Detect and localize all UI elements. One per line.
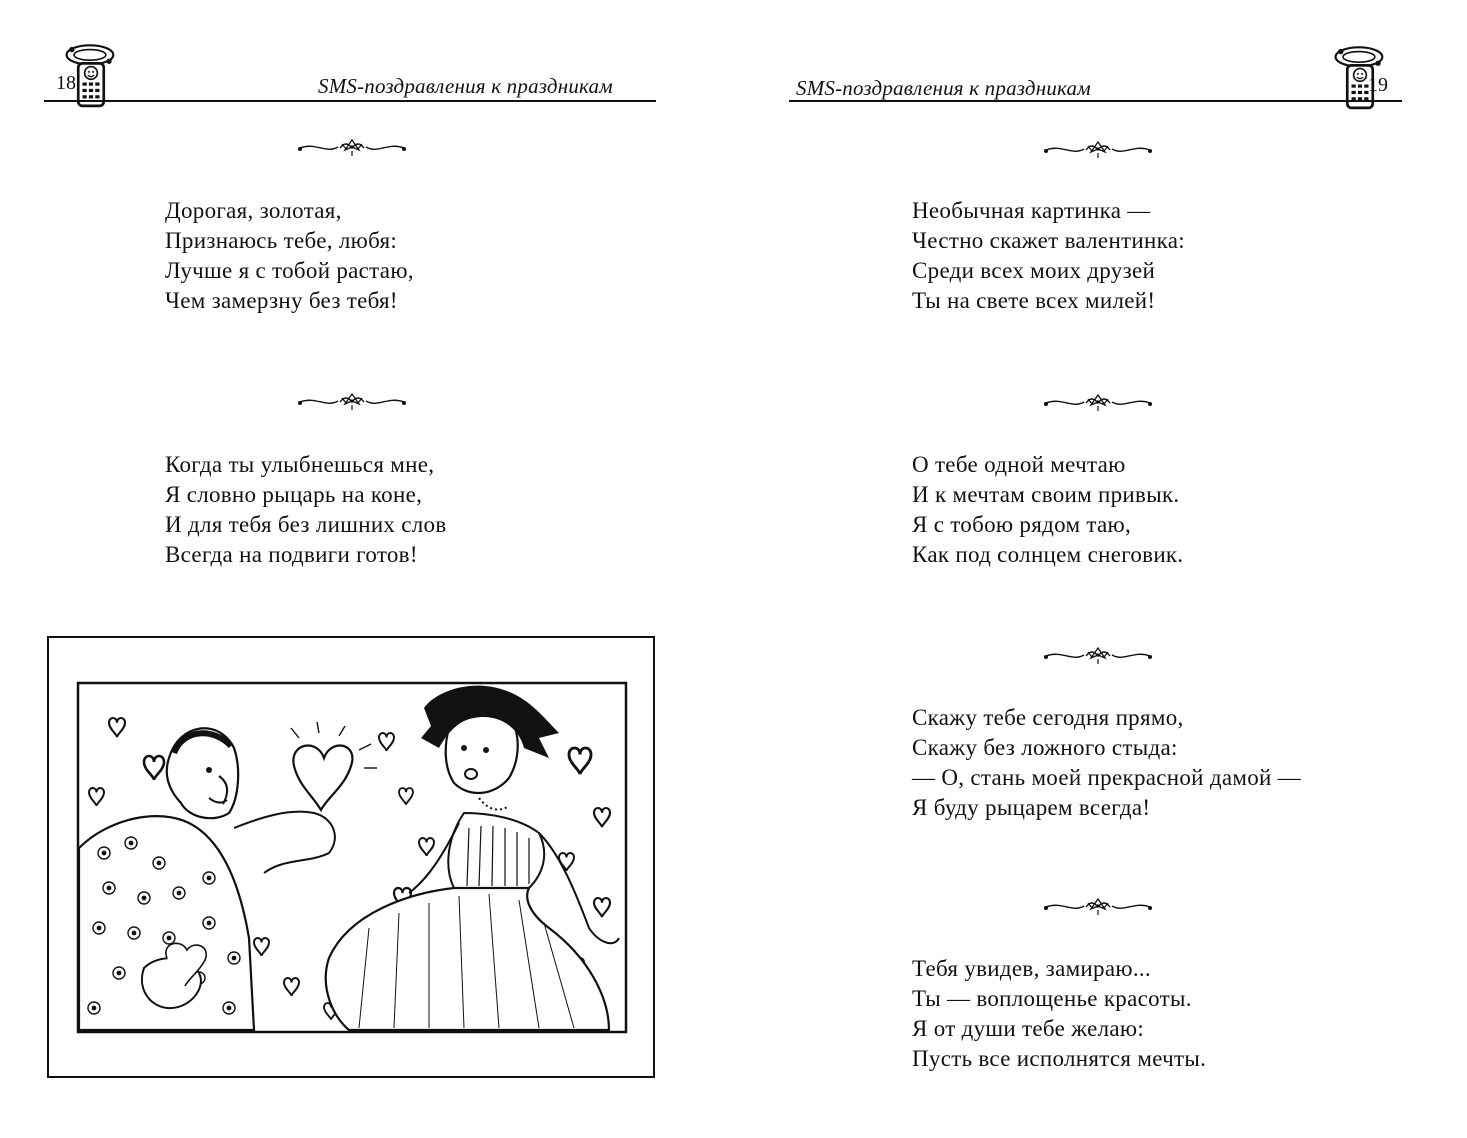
stanza-line: Скажу тебе сегодня прямо, (912, 705, 1184, 730)
stanza-line: И к мечтам своим привык. (912, 482, 1180, 507)
stanza-line: Ты на свете всех милей! (912, 288, 1156, 313)
stanza-line: Честно скажет валентинка: (912, 228, 1185, 253)
stanza-line: Признаюсь тебе, любя: (165, 228, 398, 253)
page-number: 19 (1368, 74, 1388, 96)
stanza-line: — О, стань моей прекрасной дамой — (912, 765, 1301, 790)
mobile-phone-smiley-icon (56, 40, 126, 108)
stanza-line: Необычная картинка — (912, 198, 1151, 223)
stanza-line: О тебе одной мечтаю (912, 452, 1126, 477)
page-number: 18 (56, 72, 76, 94)
running-header: SMS-поздравления к праздникам (796, 76, 1091, 100)
stanza-line: Чем замерзну без тебя! (165, 288, 398, 313)
stanza-line: Я с тобою рядом таю, (912, 512, 1132, 537)
floral-ornament-divider (1042, 140, 1154, 160)
couple-with-hearts-illustration (49, 638, 653, 1076)
stanza-line: Тебя увидев, замираю... (912, 956, 1151, 981)
illustration-frame (47, 636, 655, 1078)
stanza-line: Скажу без ложного стыда: (912, 735, 1178, 760)
right-page (733, 0, 1467, 1138)
header-rule (44, 100, 656, 102)
stanza-line: Я от души тебе желаю: (912, 1016, 1145, 1041)
floral-ornament-divider (1042, 646, 1154, 666)
floral-ornament-divider (1042, 897, 1154, 917)
stanza-line: Всегда на подвиги готов! (165, 542, 418, 567)
stanza-line: Среди всех моих друзей (912, 258, 1156, 283)
stanza (165, 196, 414, 316)
left-page (0, 0, 733, 1138)
stanza (912, 954, 1206, 1074)
header-rule (789, 100, 1402, 102)
stanza-line: Ты — воплощенье красоты. (912, 986, 1192, 1011)
floral-ornament-divider (296, 138, 408, 158)
stanza-line: Когда ты улыбнешься мне, (165, 452, 435, 477)
stanza-line: Лучше я с тобой растаю, (165, 258, 414, 283)
stanza-line: И для тебя без лишних слов (165, 512, 447, 537)
stanza (912, 450, 1183, 570)
stanza-line: Пусть все исполнятся мечты. (912, 1046, 1207, 1071)
stanza-line: Как под солнцем снеговик. (912, 542, 1184, 567)
stanza-line: Я словно рыцарь на коне, (165, 482, 423, 507)
stanza-line: Дорогая, золотая, (165, 198, 342, 223)
floral-ornament-divider (1042, 393, 1154, 413)
stanza (165, 450, 447, 570)
stanza (912, 703, 1301, 823)
running-header: SMS-поздравления к праздникам (318, 74, 613, 98)
stanza-line: Я буду рыцарем всегда! (912, 795, 1151, 820)
stanza (912, 196, 1185, 316)
floral-ornament-divider (296, 392, 408, 412)
